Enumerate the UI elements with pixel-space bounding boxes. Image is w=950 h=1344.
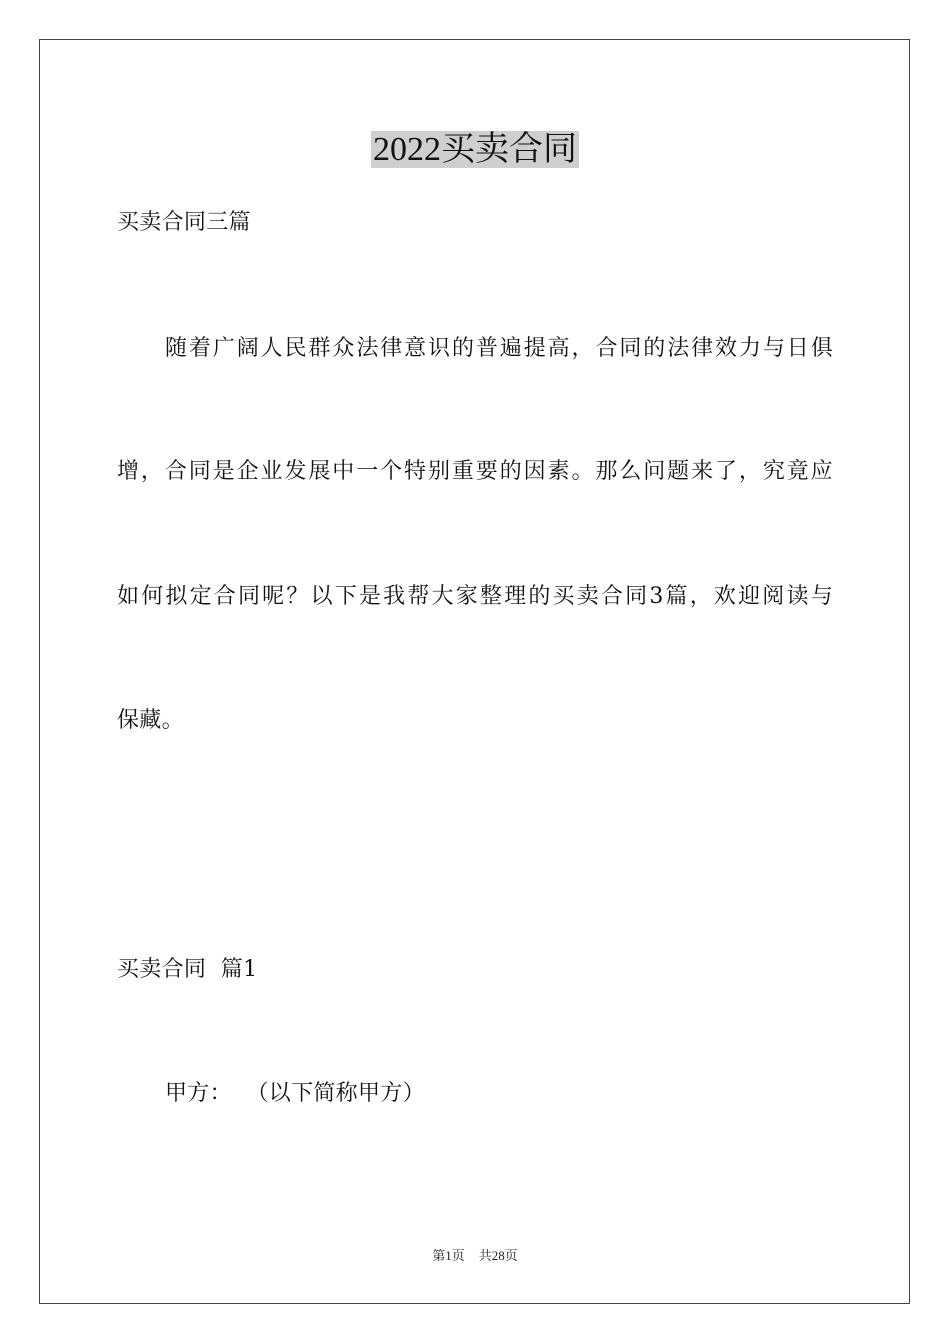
page-total: 共28页 xyxy=(478,1248,518,1263)
page-number: 第1页 xyxy=(432,1248,465,1263)
intro-paragraph-line: 随着广阔人民群众法律意识的普遍提高，合同的法律效力与日俱 xyxy=(165,336,833,361)
section-heading: 买卖合同 篇1 xyxy=(117,957,258,982)
party-a-line: 甲方： （以下简称甲方） xyxy=(165,1081,425,1106)
intro-paragraph-line: 增，合同是企业发展中一个特别重要的因素。那么问题来了，究竟应 xyxy=(117,459,833,484)
page-footer xyxy=(0,1247,950,1265)
document-title xyxy=(0,128,950,172)
document-title-text: 2022买卖合同 xyxy=(373,131,577,168)
intro-paragraph-line: 保藏。 xyxy=(117,708,184,733)
document-subtitle: 买卖合同三篇 xyxy=(117,210,251,235)
intro-paragraph-line: 如何拟定合同呢？以下是我帮大家整理的买卖合同3篇，欢迎阅读与 xyxy=(117,584,833,609)
